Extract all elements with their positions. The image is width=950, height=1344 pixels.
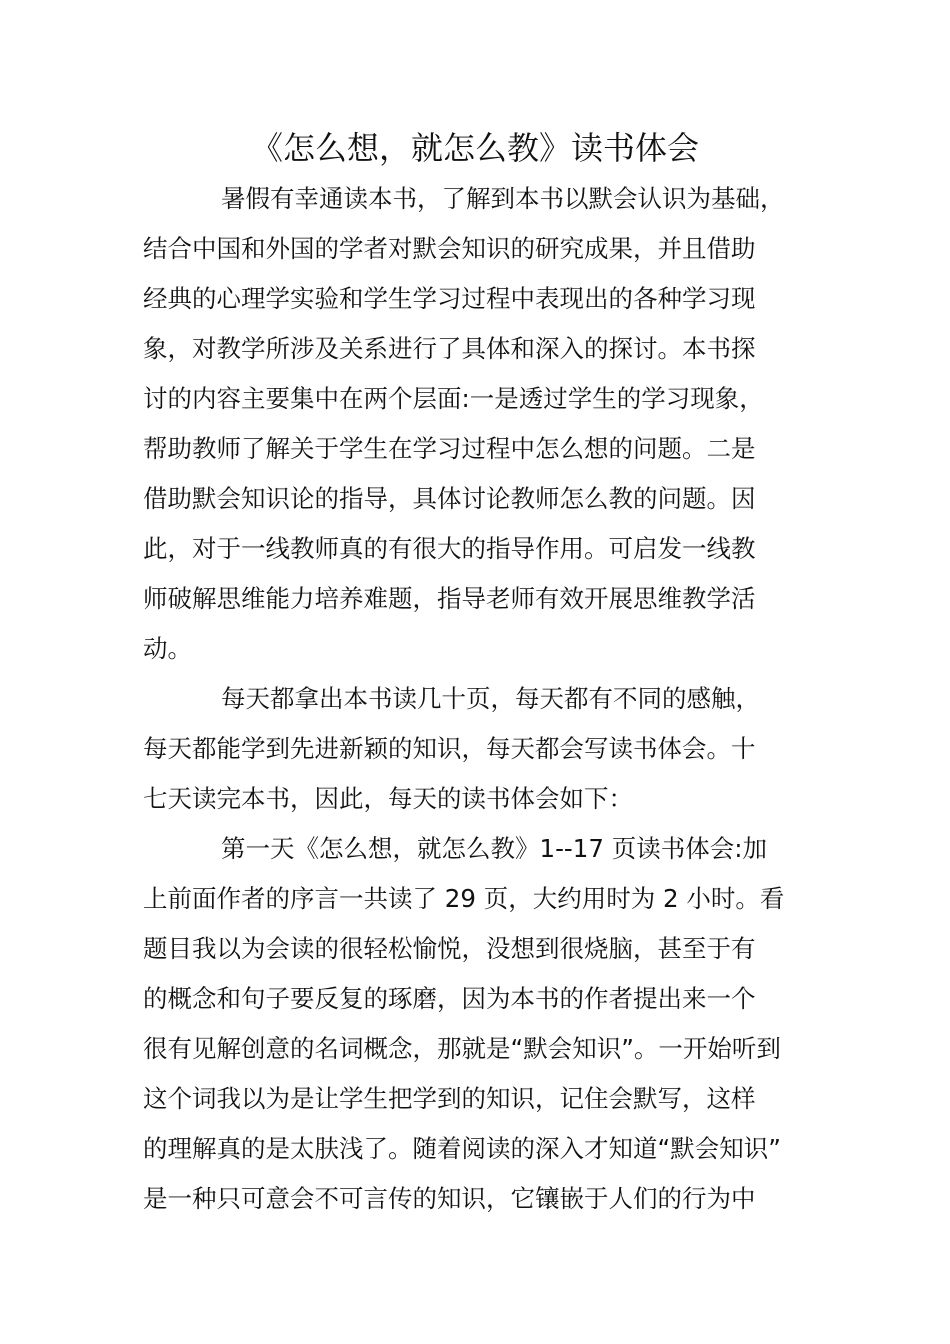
text-line: 很有见解创意的名词概念，那就是“默会知识”。一开始听到 (143, 1034, 781, 1063)
text-line: 借助默会知识论的指导，具体讨论教师怎么教的问题。因 (143, 484, 756, 513)
text-line: 每天都拿出本书读几十页，每天都有不同的感触， (221, 684, 760, 713)
paragraph-3 (143, 824, 813, 1224)
text-line: 上前面作者的序言一共读了 29 页，大约用时为 2 小时。看 (143, 884, 785, 913)
text-line: 暑假有幸通读本书，了解到本书以默会认识为基础， (221, 184, 785, 213)
paragraph-1 (143, 174, 813, 674)
document-title: 《怎么想，就怎么教》读书体会 (250, 129, 699, 167)
text-line: 讨的内容主要集中在两个层面:一是透过学生的学习现象， (143, 384, 764, 413)
text-line: 动。 (143, 634, 192, 663)
document-body (143, 174, 813, 1224)
text-line: 师破解思维能力培养难题，指导老师有效开展思维教学活 (143, 584, 756, 613)
text-line: 经典的心理学实验和学生学习过程中表现出的各种学习现 (143, 284, 756, 313)
text-line: 每天都能学到先进新颖的知识，每天都会写读书体会。十 (143, 734, 756, 763)
text-line: 是一种只可意会不可言传的知识，它镶嵌于人们的行为中 (143, 1184, 756, 1213)
text-line: 的概念和句子要反复的琢磨，因为本书的作者提出来一个 (143, 984, 756, 1013)
text-line: 帮助教师了解关于学生在学习过程中怎么想的问题。二是 (143, 434, 756, 463)
text-line: 的理解真的是太肤浅了。随着阅读的深入才知道“默会知识” (143, 1134, 781, 1163)
paragraph-2 (143, 674, 813, 824)
text-line: 结合中国和外国的学者对默会知识的研究成果，并且借助 (143, 234, 756, 263)
text-line: 象，对教学所涉及关系进行了具体和深入的探讨。本书探 (143, 334, 756, 363)
text-line: 第一天《怎么想，就怎么教》1--17 页读书体会:加 (221, 834, 767, 863)
text-line: 此，对于一线教师真的有很大的指导作用。可启发一线教 (143, 534, 756, 563)
text-line: 这个词我以为是让学生把学到的知识，记住会默写，这样 (143, 1084, 756, 1113)
text-line: 七天读完本书，因此，每天的读书体会如下： (143, 784, 633, 813)
text-line: 题目我以为会读的很轻松愉悦，没想到很烧脑，甚至于有 (143, 934, 756, 963)
